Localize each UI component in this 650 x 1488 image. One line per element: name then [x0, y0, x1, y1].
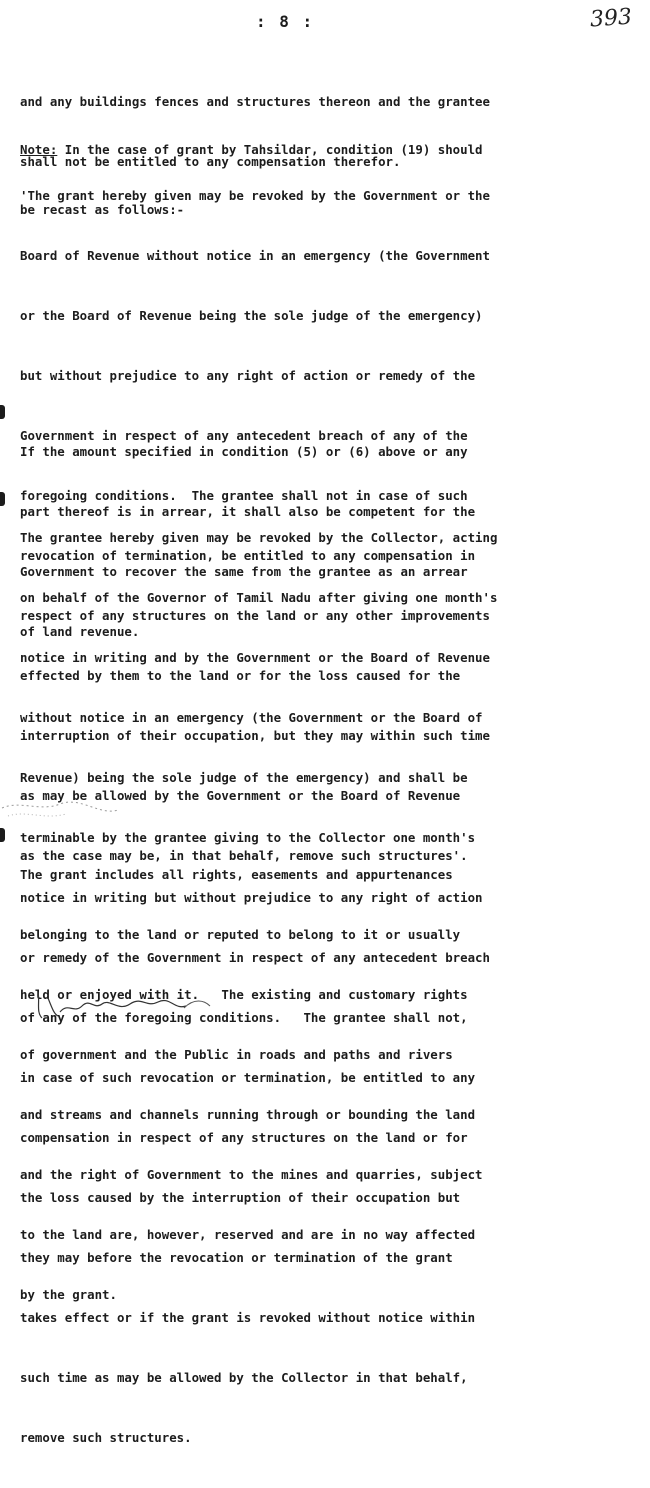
text-line: Government in respect of any antecedent breach of any of the [20, 428, 468, 443]
text-line: as the case may be, in that behalf, remove such structures'. [20, 848, 468, 863]
text-line: Revenue) being the sole judge of the emergency) and shall be [20, 770, 468, 785]
text-line: without notice in an emergency (the Government or the Board of [20, 710, 483, 725]
text-line: The grantee hereby given may be revoked by the Collector, acting [20, 530, 498, 545]
text-line: in case of such revocation or termination, be entitled to any [20, 1070, 476, 1085]
text-line: of land revenue. [20, 624, 140, 639]
text-line: 'The grant hereby given may be revoked by the Government or the [20, 188, 490, 203]
text-line: revocation of termination, be entitled to any compensation in [20, 548, 476, 563]
text-line: such time as may be allowed by the Collector in that behalf, [20, 1370, 468, 1385]
text-line: notice in writing and by the Government or the Board of Revenue [20, 650, 490, 665]
text-line: or the Board of Revenue being the sole judge of the emergency) [20, 308, 483, 323]
text-line: and any buildings fences and structures thereon and the grantee [20, 94, 490, 109]
text-line: of any of the foregoing conditions. The grantee shall not, [20, 1010, 468, 1025]
text-line: remove such structures. [20, 1430, 192, 1445]
text-line: notice in writing but without prejudice to any right of action [20, 890, 483, 905]
text-line: be recast as follows:- [20, 202, 185, 217]
text-line: part thereof is in arrear, it shall also be competent for the [20, 504, 476, 519]
text-line: and the right of Government to the mines and quarries, subject [20, 1167, 483, 1182]
text-line: foregoing conditions. The grantee shall not in case of such [20, 488, 468, 503]
text-line: terminable by the grantee giving to the Collector one month's [20, 830, 476, 845]
paragraph-rights-condition [20, 825, 483, 1345]
note-label: Note: [20, 142, 58, 157]
text-line: effected by them to the land or for the loss caused for the [20, 668, 461, 683]
text-line: of government and the Public in roads and paths and rivers [20, 1047, 453, 1062]
condition-number-mark [0, 405, 5, 419]
text-line: to the land are, however, reserved and are in no way affected [20, 1227, 476, 1242]
condition-number-mark [0, 492, 5, 506]
text-line: Board of Revenue without notice in an emergency (the Government [20, 248, 490, 263]
text-line: on behalf of the Governor of Tamil Nadu after giving one month's [20, 590, 498, 605]
text-line: respect of any structures on the land or any other improvements [20, 608, 490, 623]
ink-smudge-mark [0, 790, 120, 830]
handwritten-signature [34, 988, 224, 1020]
text-line: belonging to the land or reputed to belong to it or usually [20, 927, 461, 942]
text-line: they may before the revocation or termination of the grant [20, 1250, 453, 1265]
text-line: as may be allowed by the Government or the Board of Revenue [20, 788, 461, 803]
text-line: The grant includes all rights, easements and appurtenances [20, 867, 453, 882]
note-text: In the case of grant by Tahsildar, condition (19) should [57, 142, 483, 157]
text-line: held or enjoyed with it. The existing and customary rights [20, 987, 468, 1002]
text-line: or remedy of the Government in respect of any antecedent breach [20, 950, 490, 965]
text-line: shall not be entitled to any compensation therefor. [20, 154, 401, 169]
handwritten-folio-number: 393 [589, 4, 633, 33]
text-line: but without prejudice to any right of action or remedy of the [20, 368, 476, 383]
text-line: and streams and channels running through or bounding the land [20, 1107, 476, 1122]
text-line: If the amount specified in condition (5) or (6) above or any [20, 444, 468, 459]
page-number: : 8 : [256, 12, 315, 31]
text-line: interruption of their occupation, but they may within such time [20, 728, 490, 743]
text-line: Government to recover the same from the grantee as an arrear [20, 564, 468, 579]
condition-number-mark [0, 828, 5, 842]
text-line: the loss caused by the interruption of their occupation but [20, 1190, 461, 1205]
text-line: by the grant. [20, 1287, 117, 1302]
text-line: takes effect or if the grant is revoked without notice within [20, 1310, 476, 1325]
text-line: compensation in respect of any structures on the land or for [20, 1130, 468, 1145]
